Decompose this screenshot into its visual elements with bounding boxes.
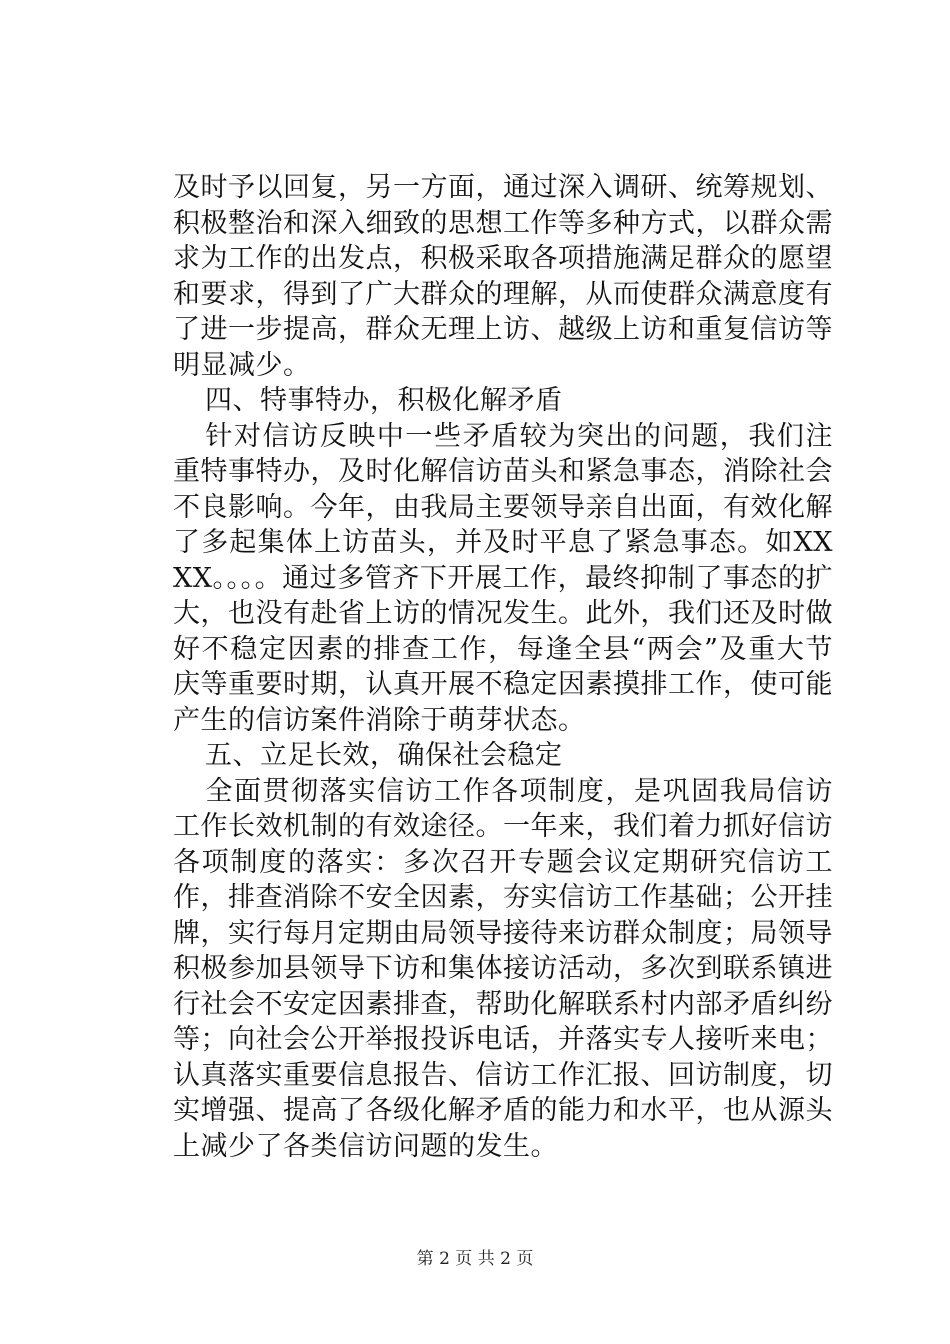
paragraph-section-5: 全面贯彻落实信访工作各项制度，是巩固我局信访工作长效机制的有效途径。一年来，我们着力抓好信访各项制度的落实：多次召开专题会议定期研究信访工作，排查消除不安全因素，夯实信访工作基础；公开挂牌，实行每月定期由局领导接待来访群众制度；局领导积极参加县领导下访和集体接访活动，多次到联系镇进行社会不安定因素排查，帮助化解联系村内部矛盾纠纷等；向社会公开举报投诉电话，并落实专人接听来电；认真落实重要信息报告、信访工作汇报、回访制度，切实增强、提高了各级化解矛盾的能力和水平，也从源头上减少了各类信访问题的发生。 (173, 775, 833, 1162)
page-number-footer: 第 2 页 共 2 页 (416, 1249, 534, 1269)
document-body (173, 170, 833, 1164)
paragraph-continuation: 及时予以回复，另一方面，通过深入调研、统筹规划、积极整治和深入细致的思想工作等多种方式，以群众需求为工作的出发点，积极采取各项措施满足群众的愿望和要求，得到了广大群众的理解，从而使群众满意度有了进一步提高，群众无理上访、越级上访和重复信访等明显减少。 (173, 172, 833, 381)
section-heading-5: 五、立足长效，确保社会稳定 (205, 740, 563, 771)
section-heading-4: 四、特事特办，积极化解矛盾 (205, 385, 563, 416)
paragraph-section-4: 针对信访反映中一些矛盾较为突出的问题，我们注重特事特办，及时化解信访苗头和紧急事态，消除社会不良影响。今年，由我局主要领导亲自出面，有效化解了多起集体上访苗头，并及时平息了紧急事态。如XXXX。。。。通过多管齐下开展工作，最终抑制了事态的扩大，也没有赴省上访的情况发生。此外，我们还及时做好不稳定因素的排查工作，每逢全县“两会”及重大节庆等重要时期，认真开展不稳定因素摸排工作，使可能产生的信访案件消除于萌芽状态。 (173, 420, 833, 736)
